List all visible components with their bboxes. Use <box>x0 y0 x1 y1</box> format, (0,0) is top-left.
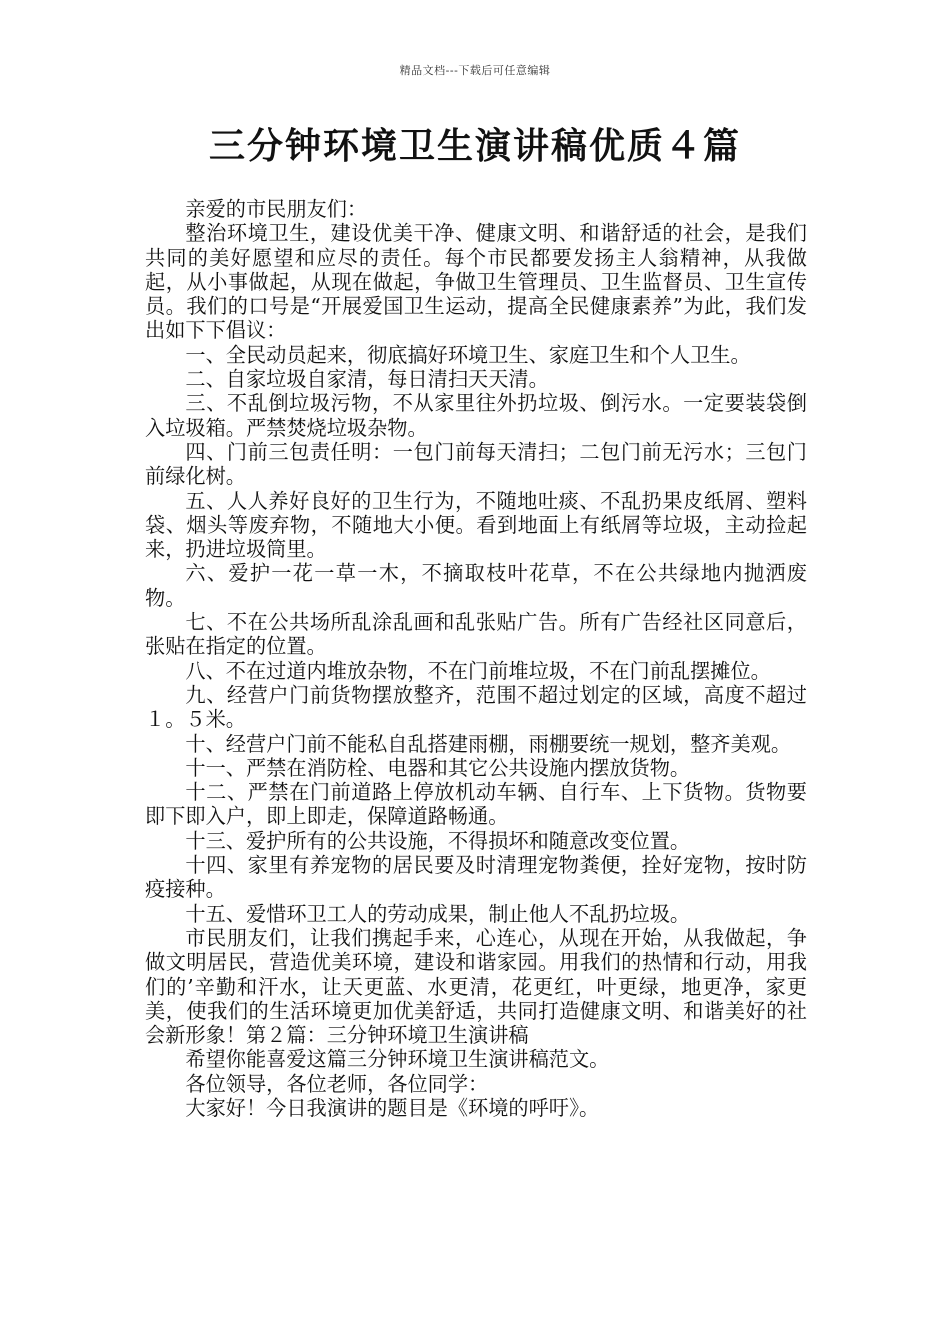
proposal-item-3: 三、不乱倒垃圾污物，不从家里往外扔垃圾、倒污水。一定要装袋倒入垃圾箱。严禁焚烧垃圾杂物。 <box>145 391 807 440</box>
proposal-item-2: 二、自家垃圾自家清，每日清扫天天清。 <box>185 367 549 392</box>
proposal-item-13: 十三、爱护所有的公共设施，不得损坏和随意改变位置。 <box>185 828 691 853</box>
header-note: 精品文档---下载后可任意编辑 <box>399 64 551 77</box>
proposal-item-1: 一、全民动员起来，彻底搞好环境卫生、家庭卫生和个人卫生。 <box>185 342 751 367</box>
body-paragraph: 希望你能喜爱这篇三分钟环境卫生演讲稿范文。 <box>185 1047 610 1072</box>
proposal-item-4: 四、门前三包责任明：一包门前每天清扫；二包门前无污水；三包门前绿化树。 <box>145 439 807 489</box>
salutation-paragraph: 亲爱的市民朋友们： <box>185 197 368 221</box>
document-body <box>145 197 807 1120</box>
proposal-item-10: 十、经营户门前不能私自乱搭建雨棚，雨棚要统一规划，整齐美观。 <box>185 731 792 756</box>
proposal-item-9: 九、经营户门前货物摆放整齐，范围不超过划定的区域，高度不超过１。５米。 <box>145 682 807 732</box>
proposal-item-15: 十五、爱惜环卫工人的劳动成果，制止他人不乱扔垃圾。 <box>185 901 691 926</box>
proposal-item-7: 七、不在公共场所乱涂乱画和乱张贴广告。所有广告经社区同意后，张贴在指定的位置。 <box>145 610 807 659</box>
proposal-item-12: 十二、严禁在门前道路上停放机动车辆、自行车、上下货物。货物要即下即入户，即上即走，保障道路畅通。 <box>145 780 807 829</box>
speech-opening-paragraph: 大家好！今日我演讲的题目是《环境的呼吁》。 <box>185 1095 600 1120</box>
closing-paragraph: 市民朋友们，让我们携起手来，心连心，从现在开始，从我做起，争做文明居民，营造优美环境，建设和谐家园。用我们的热情和行动，用我们的’辛勤和汗水，让天更蓝、水更清，花更红，叶更绿，地更净，家更美，使我们的生活环境更加优美舒适，共同打造健康文明、和谐美好的社会新形象！第２篇：三分钟环境卫生演讲稿 <box>145 925 807 1048</box>
proposal-item-5: 五、人人养好良好的卫生行为，不随地吐痰、不乱扔果皮纸屑、塑料袋、烟头等废弃物，不随地大小便。看到地面上有纸屑等垃圾，主动捡起来，扔进垃圾筒里。 <box>145 488 807 562</box>
document-title: 三分钟环境卫生演讲稿优质４篇 <box>208 125 741 167</box>
proposal-item-6: 六、爱护一花一草一木，不摘取枝叶花草，不在公共绿地内抛洒废物。 <box>145 561 807 610</box>
greeting-paragraph: 各位领导，各位老师，各位同学： <box>185 1071 489 1096</box>
proposal-item-8: 八、不在过道内堆放杂物，不在门前堆垃圾，不在门前乱摆摊位。 <box>185 658 771 683</box>
proposal-item-14: 十四、家里有养宠物的居民要及时清理宠物粪便，拴好宠物，按时防疫接种。 <box>145 853 807 902</box>
proposal-item-11: 十一、严禁在消防栓、电器和其它公共设施内摆放货物。 <box>185 755 691 780</box>
intro-paragraph: 整治环境卫生，建设优美干净、健康文明、和谐舒适的社会，是我们共同的美好愿望和应尽的责任。每个市民都要发扬主人翁精神，从我做起，从小事做起，从现在做起，争做卫生管理员、卫生监督员、卫生宣传员。我们的口号是“开展爱国卫生运动，提高全民健康素养”为此，我们发出如下下倡议： <box>145 221 807 343</box>
